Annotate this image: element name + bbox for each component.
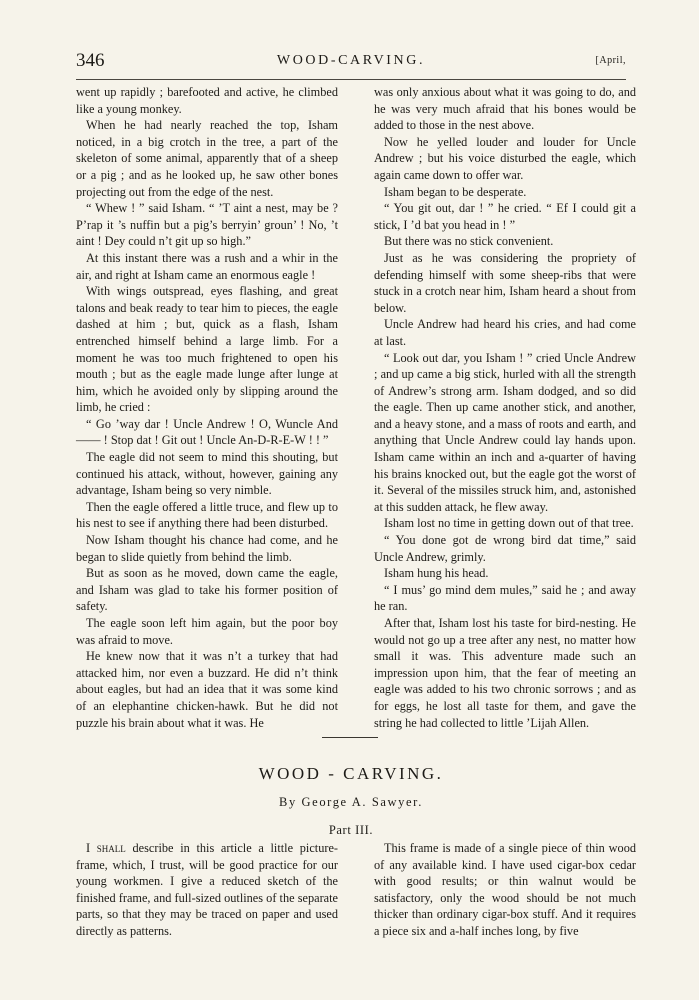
article-paragraph: This frame is made of a single piece of thin wood of any available kind. I have used cigar-box cedar with good results; or thin walnut would be satisfactory, only the wood should be not much thicker than ordinary cigar-box stuff. And it requires a piece six and a-half inches long, by five xyxy=(374,841,636,938)
story-right-column xyxy=(374,84,636,731)
section-divider xyxy=(322,737,378,738)
paragraph: After that, Isham lost his taste for bird-nesting. He would not go up a tree after any nest, no matter how small it was. This adventure made such an impression upon him, that the fear of meeting an eagle was added to his two chronic sorrows ; and as for eggs, he lost all taste for them, and gave the string he had collected to little ’Lijah Allen. xyxy=(374,616,636,730)
first-words: I shall xyxy=(86,841,126,855)
paragraph: Isham lost no time in getting down out of that tree. xyxy=(384,516,634,531)
article-left-column xyxy=(76,840,338,940)
paragraph: Isham began to be desperate. xyxy=(384,184,527,199)
paragraph: Then the eagle offered a little truce, and flew up to his nest to see if anything there had been disturbed. xyxy=(76,499,338,531)
paragraph: But as soon as he moved, down came the eagle, and Isham was glad to take his former position of safety. xyxy=(76,566,338,614)
article-paragraph xyxy=(76,840,338,940)
paragraph: But there was no stick convenient. xyxy=(384,234,554,249)
paragraph: Uncle Andrew had heard his cries, and had come at last. xyxy=(374,317,636,348)
paragraph: “ You git out, dar ! ” he cried. “ Ef I could git a stick, I ’d bat you head in ! ” xyxy=(374,201,636,232)
article-part: Part III. xyxy=(328,823,374,837)
article-title: WOOD - CARVING. xyxy=(258,764,444,783)
paragraph: Just as he was considering the propriety of defending himself with some sheep-ribs that were stuck in a crotch near him, Isham heard a shout from below. xyxy=(374,250,636,315)
paragraph: Isham hung his head. xyxy=(384,566,489,581)
running-title: WOOD-CARVING. xyxy=(276,53,426,68)
paragraph: “ You done got de wrong bird dat time,” said Uncle Andrew, grimly. xyxy=(374,533,636,564)
paragraph: “ Go ’way dar ! Uncle Andrew ! O, Wuncle And—— ! Stop dat ! Git out ! Uncle An-D-R-E-W ! ! ” xyxy=(76,416,338,448)
paragraph: The eagle did not seem to mind this shouting, but continued his attack, without, however, gaining any advantage, Isham being so very nimble. xyxy=(76,450,338,498)
paragraph: He knew now that it was n’t a turkey that had attacked him, nor even a buzzard. He did n’t think about eagles, but had an idea that it was some kind of an elephantine chicken-hawk. But he did not puzzle his brain about what it was. He xyxy=(76,649,338,730)
page-number: 346 xyxy=(76,50,105,71)
paragraph: “ Look out dar, you Isham ! ” cried Uncle Andrew ; and up came a big stick, hurled with all the strength of Andrew’s strong arm. Isham dodged, and so did the eagle. Then up came another stick, and another, and a heavy stone, and a mass of roots and earth, and anything that Uncle Andrew could lay hands upon. Isham came within an inch and a-quarter of having his brains knocked out, but the eagle got the worst of it. Several of the missiles struck him, and, astonished at this sudden attack, he flew away. xyxy=(374,350,636,514)
paragraph: At this instant there was a rush and a whir in the air, and right at Isham came an enormous eagle ! xyxy=(76,250,338,282)
paragraph: went up rapidly ; barefooted and active, he climbed like a young monkey. xyxy=(76,85,338,116)
paragraph: When he had nearly reached the top, Isham noticed, in a big crotch in the tree, a part of the skeleton of some animal, apparently that of a sheep or a pig ; and as he looked up, he saw other bones projecting out from the edge of the nest. xyxy=(76,118,338,199)
issue-month: [April, xyxy=(595,55,626,66)
story-left-column xyxy=(76,84,338,731)
page-header xyxy=(76,50,626,72)
article-byline: By George A. Sawyer. xyxy=(279,795,423,809)
paragraph: The eagle soon left him again, but the poor boy was afraid to move. xyxy=(76,616,338,647)
paragraph: “ I mus’ go mind dem mules,” said he ; and away he ran. xyxy=(374,582,636,614)
paragraph: Now he yelled louder and louder for Uncle Andrew ; but his voice disturbed the eagle, which again came down to offer war. xyxy=(374,134,636,182)
paragraph-text: describe in this article a little picture-frame, which, I trust, will be good practice for our young workmen. I give a reduced sketch of the finished frame, and full-sized outlines of the separate parts, so that they may be traced on paper and used directly as patterns. xyxy=(76,841,338,938)
paragraph: Now Isham thought his chance had come, and he began to slide quietly from behind the limb. xyxy=(76,533,338,564)
header-rule xyxy=(76,79,626,80)
paragraph: was only anxious about what it was going to do, and he was very much afraid that his bones would be added to those in the nest above. xyxy=(374,85,636,133)
paragraph: “ Whew ! ” said Isham. “ ’T aint a nest, may be ? P’rap it ’s nuffin but a pig’s berryin’ groun’ ! No, ’t aint ! Dey could n’t git up so high.” xyxy=(76,201,338,249)
paragraph: With wings outspread, eyes flashing, and great talons and beak ready to tear him to pieces, the eagle dashed at him ; but, quick as a flash, Isham entrenched himself behind a large limb. For a moment he was too much frightened to open his mouth ; but as the eagle made lunge after lunge at him, which he avoided only by slipping around the limb, he cried : xyxy=(76,284,338,415)
article-right-column xyxy=(374,840,636,940)
